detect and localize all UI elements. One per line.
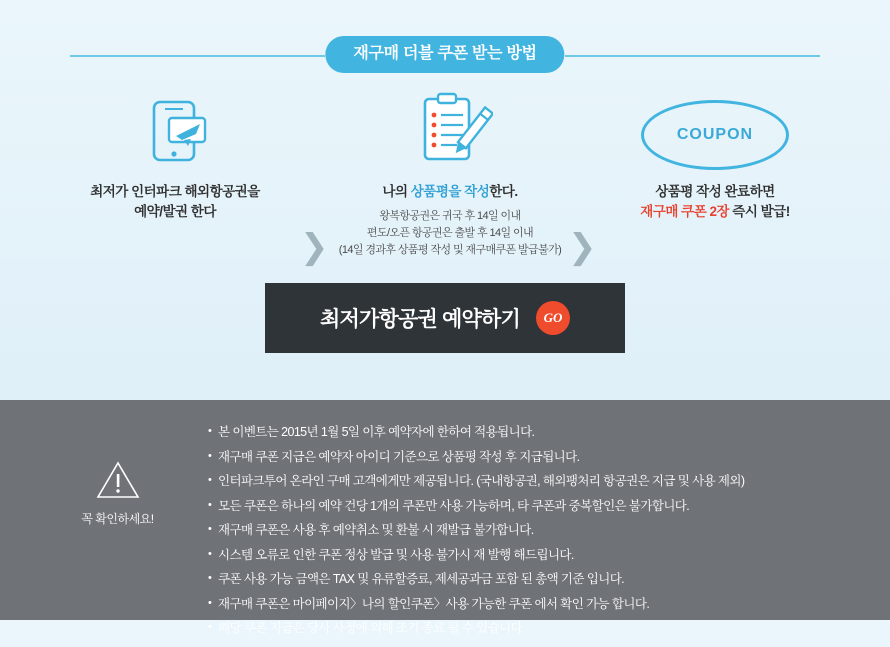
step-2-sub-line3: (14일 경과후 상품평 작성 및 재구매쿠폰 발급불가) <box>338 244 562 257</box>
notice-item: • 본 이벤트는 2015년 1월 5일 이후 예약자에 한하여 적용됩니다. <box>208 426 868 439</box>
step-2-caption-pre: 나의 <box>382 184 411 199</box>
step-2-caption-post: 한다. <box>489 184 518 199</box>
step-2-caption-highlight: 상품평을 작성 <box>410 184 490 199</box>
coupon-oval-shape <box>641 100 789 170</box>
notice-mark-label: 꼭 확인하세요! <box>81 512 154 526</box>
notice-item: • 인터파크투어 온라인 구매 고객에게만 제공됩니다. (국내항공권, 해외팽처리 항공권은 지급 및 사용 제외) <box>208 475 868 488</box>
notice-item: • 재구매 쿠폰 지급은 예약자 아이디 기준으로 상품평 작성 후 지급됩니다. <box>208 451 868 464</box>
section-title <box>0 36 890 76</box>
notice-list <box>208 426 868 647</box>
exclamation-icon <box>95 460 141 500</box>
notice-section <box>0 400 890 635</box>
cta-label: 최저가항공권 예약하기 <box>320 308 520 331</box>
step-2 <box>330 90 570 259</box>
step-2-subtext <box>330 208 570 259</box>
coupon-oval-icon <box>600 90 830 172</box>
step-1-caption-line2: 예약/발권 한다 <box>134 204 216 220</box>
book-lowest-fare-button[interactable] <box>265 283 625 353</box>
notice-item: • 모든 쿠폰은 하나의 예약 건당 1개의 쿠폰만 사용 가능하며, 타 쿠폰과 중복할인은 불가합니다. <box>208 500 868 513</box>
step-1-caption <box>60 182 290 223</box>
step-3-caption-post: 즉시 발급! <box>729 204 790 220</box>
step-3-caption-highlight: 재구매 쿠폰 2장 <box>640 204 730 220</box>
title-divider-right <box>565 55 820 57</box>
clipboard-pencil-review-icon <box>330 90 570 172</box>
mobile-flight-ticket-icon <box>60 90 290 172</box>
notice-mark <box>60 460 175 527</box>
steps-container <box>0 90 890 265</box>
step-1-caption-line1: 최저가 인터파크 해외항공권을 <box>90 184 260 199</box>
step-3 <box>600 90 830 223</box>
title-divider-left <box>70 55 325 57</box>
go-badge: GO <box>536 301 570 335</box>
notice-item: • 쿠폰 사용 가능 금액은 TAX 및 유류할증료, 제세공과금 포함 된 총액 기준 입니다. <box>208 573 868 586</box>
step-arrow-1-icon: ❯ <box>300 227 329 267</box>
notice-item: • 시스템 오류로 인한 쿠폰 정상 발급 및 사용 불가시 재 발행 해드립니다. <box>208 549 868 562</box>
notice-item: • 해당 쿠폰 지급은 당사 사정에 의해 조기 종료 될 수 있습니다 <box>208 622 868 635</box>
step-3-caption <box>600 182 830 223</box>
step-arrow-2-icon: ❯ <box>568 227 597 267</box>
step-1 <box>60 90 290 223</box>
step-2-sub-line1: 왕복항공권은 귀국 후 14일 이내 <box>379 210 521 223</box>
coupon-label: COUPON <box>676 126 754 143</box>
section-title-badge: 재구매 더블 쿠폰 받는 방법 <box>325 36 564 73</box>
step-3-caption-line1: 상품평 작성 완료하면 <box>655 184 775 199</box>
step-2-caption <box>330 182 570 202</box>
step-2-sub-line2: 편도/오픈 항공권은 출발 후 14일 이내 <box>366 227 534 240</box>
notice-item: • 재구매 쿠폰은 마이페이지〉나의 할인쿠폰〉사용 가능한 쿠폰 에서 확인 가능 합니다. <box>208 598 868 611</box>
notice-item: • 재구매 쿠폰은 사용 후 예약취소 및 환불 시 재발급 불가합니다. <box>208 524 868 537</box>
